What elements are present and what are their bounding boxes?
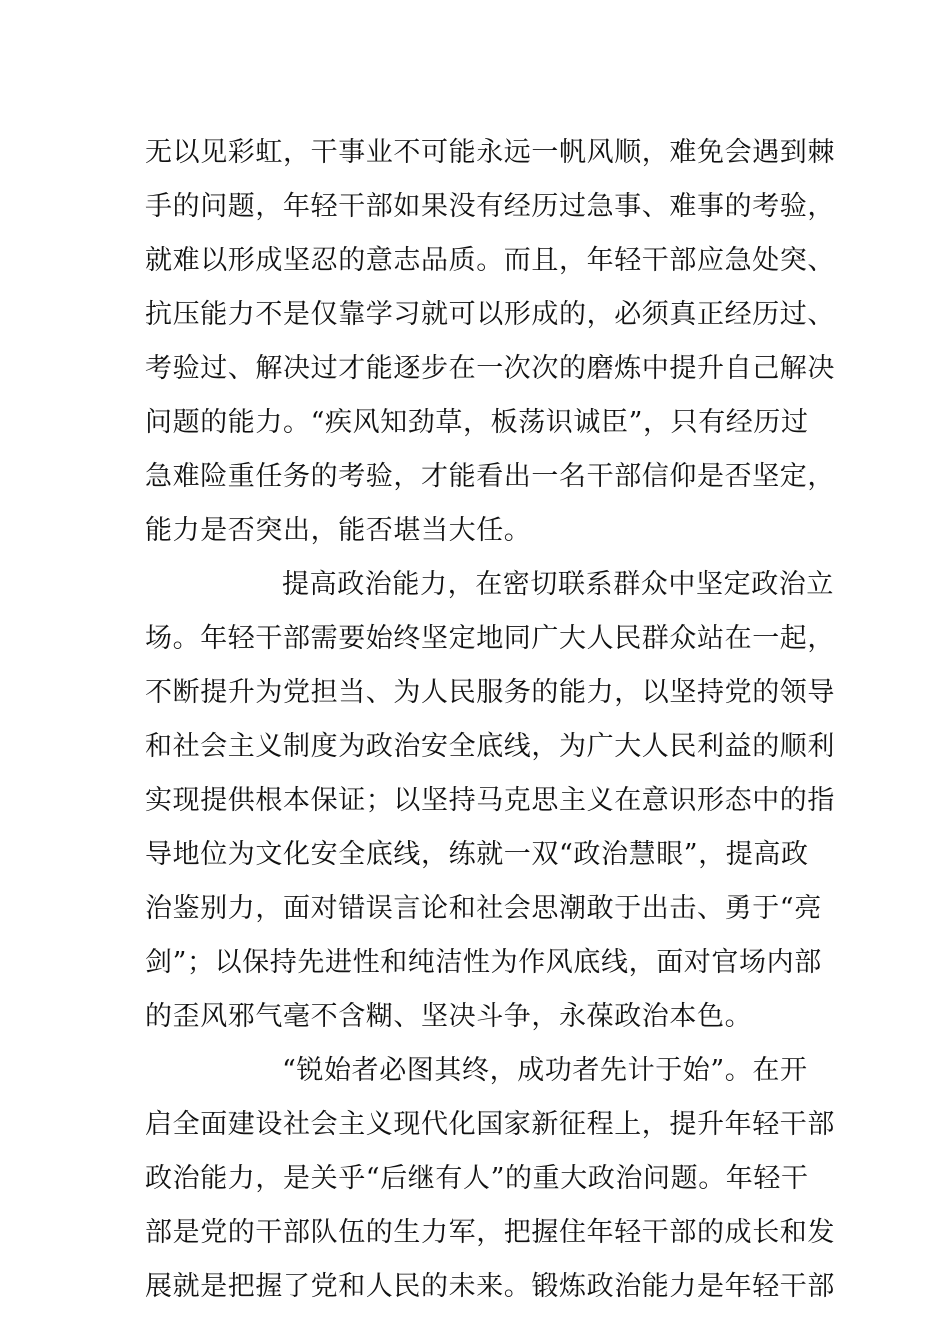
text-line: 急难险重任务的考验，才能看出一名干部信仰是否坚定，	[145, 461, 835, 492]
text-line: 无以见彩虹，干事业不可能永远一帆风顺，难免会遇到棘	[145, 137, 835, 168]
text-line: 启全面建设社会主义现代化国家新征程上，提升年轻干部	[145, 1109, 835, 1140]
text-line: 展就是把握了党和人民的未来。锻炼政治能力是年轻干部	[145, 1271, 835, 1302]
document-body	[145, 126, 835, 1314]
text-line: 考验过、解决过才能逐步在一次次的磨炼中提升自己解决	[145, 353, 835, 384]
text-line: 治鉴别力，面对错误言论和社会思潮敢于出击、勇于“亮	[145, 893, 822, 924]
text-line: 不断提升为党担当、为人民服务的能力，以坚持党的领导	[145, 677, 835, 708]
paragraph-first-line: “锐始者必图其终，成功者先计于始”。在开	[282, 1055, 808, 1086]
text-line: 抗压能力不是仅靠学习就可以形成的，必须真正经历过、	[145, 299, 835, 330]
text-line: 剑”；以保持先进性和纯洁性为作风底线，面对官场内部	[145, 947, 822, 978]
text-line: 问题的能力。“疾风知劲草，板荡识诚臣”，只有经历过	[145, 407, 809, 438]
text-line: 实现提供根本保证；以坚持马克思主义在意识形态中的指	[145, 785, 835, 816]
text-line: 部是党的干部队伍的生力军，把握住年轻干部的成长和发	[145, 1217, 835, 1248]
text-line: 就难以形成坚忍的意志品质。而且，年轻干部应急处突、	[145, 245, 835, 276]
text-line: 导地位为文化安全底线，练就一双“政治慧眼”，提高政	[145, 839, 809, 870]
text-line: 场。年轻干部需要始终坚定地同广大人民群众站在一起，	[145, 623, 835, 654]
text-line: 手的问题，年轻干部如果没有经历过急事、难事的考验，	[145, 191, 835, 222]
text-line: 能力是否突出，能否堪当大任。	[145, 515, 532, 546]
text-line: 和社会主义制度为政治安全底线，为广大人民利益的顺利	[145, 731, 835, 762]
text-line: 的歪风邪气毫不含糊、坚决斗争，永葆政治本色。	[145, 1001, 753, 1032]
paragraph-first-line: 提高政治能力，在密切联系群众中坚定政治立	[282, 569, 834, 600]
text-line: 政治能力，是关乎“后继有人”的重大政治问题。年轻干	[145, 1163, 809, 1194]
